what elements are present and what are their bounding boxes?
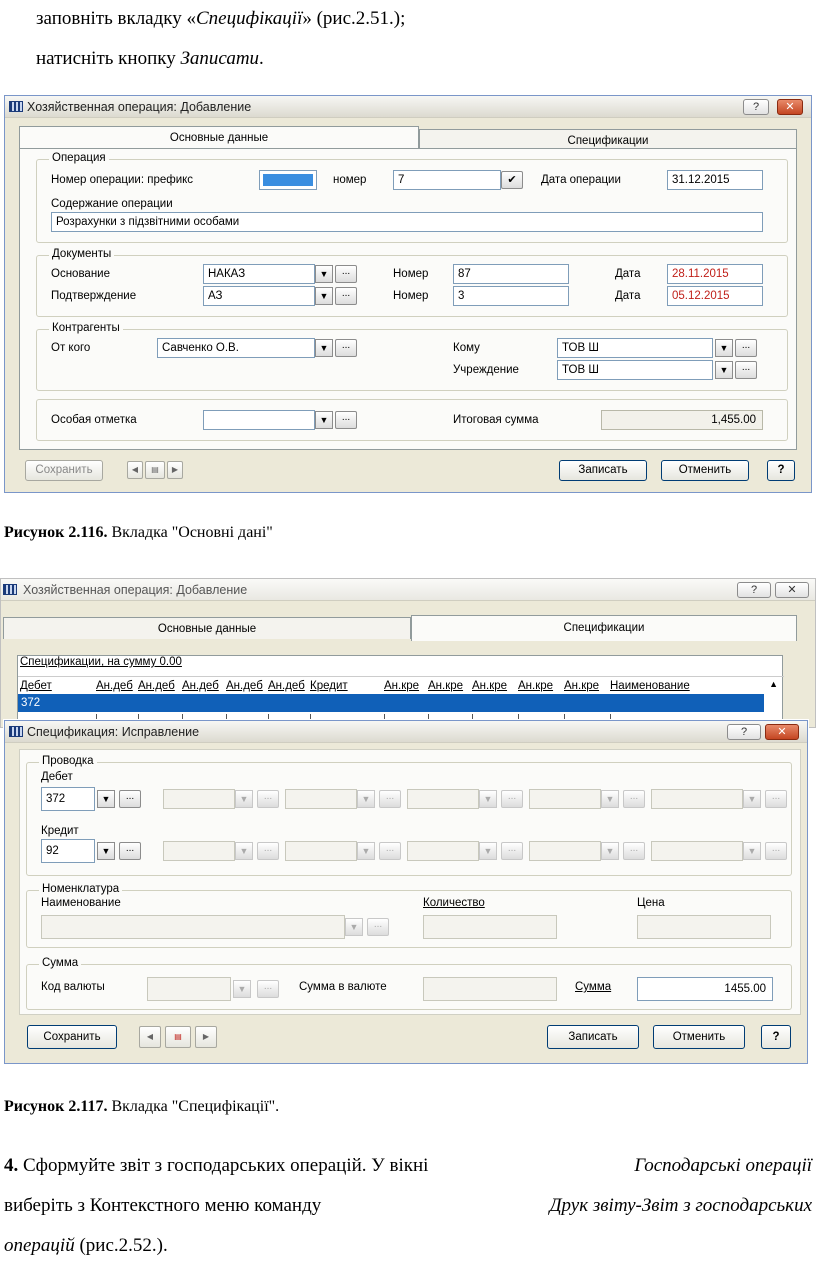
basis-number-label: Номер — [393, 268, 429, 280]
special-select-button[interactable]: ... — [335, 411, 357, 429]
intro-italic: Записати — [180, 48, 260, 69]
total-field: 1,455.00 — [601, 410, 763, 430]
chevron-down-icon[interactable]: ▼ — [315, 265, 333, 283]
confirm-select-button[interactable]: ... — [335, 287, 357, 305]
number-label: Номер операции: префикс — [51, 174, 194, 186]
credit-field[interactable]: 92 — [41, 839, 95, 863]
outro-line-1 — [4, 1155, 812, 1177]
col-an-deb-5[interactable]: Ан.деб — [268, 680, 305, 692]
spec-summary: Спецификации, на сумму 0.00 — [20, 656, 182, 668]
group-label: Операция — [49, 152, 109, 164]
outro-text-pre: виберіть з Контекстного меню команду — [4, 1195, 322, 1216]
select-button: ... — [257, 790, 279, 808]
select-button: ... — [379, 790, 401, 808]
outro-italic: операцій — [4, 1235, 75, 1256]
select-button: ... — [257, 980, 279, 998]
intro-text: . — [259, 48, 264, 69]
basis-date-label: Дата — [615, 268, 641, 280]
select-button: ... — [765, 842, 787, 860]
confirm-date-field[interactable]: 05.12.2015 — [667, 286, 763, 306]
special-group — [36, 399, 788, 441]
help-title-button[interactable]: ? — [727, 724, 761, 740]
sum-currency-label: Сумма в валюте — [299, 981, 387, 993]
basis-number-field[interactable]: 87 — [453, 264, 569, 284]
figure-caption-2 — [4, 1098, 279, 1116]
operation-group — [36, 152, 788, 243]
chevron-down-icon: ▼ — [233, 980, 251, 998]
tab-main-data[interactable]: Основные данные — [19, 126, 419, 148]
intro-text: натисніть кнопку — [36, 48, 181, 69]
dialog-title: Спецификация: Исправление — [27, 724, 200, 739]
debit-select-button[interactable]: ... — [119, 790, 141, 808]
to-field[interactable]: ТОВ Ш — [557, 338, 713, 358]
debit-field[interactable]: 372 — [41, 787, 95, 811]
confirm-date-label: Дата — [615, 290, 641, 302]
intro-line-2 — [36, 48, 264, 70]
institution-field[interactable]: ТОВ Ш — [557, 360, 713, 380]
content-field[interactable]: Розрахунки з підзвітними особами — [51, 212, 763, 232]
special-field[interactable] — [203, 410, 315, 430]
credit-analytics-3 — [407, 841, 479, 861]
chevron-down-icon: ▼ — [235, 842, 253, 860]
date-field[interactable]: 31.12.2015 — [667, 170, 763, 190]
col-credit[interactable]: Кредит — [310, 680, 348, 692]
total-label: Итоговая сумма — [453, 414, 539, 426]
chevron-down-icon[interactable]: ▼ — [715, 361, 733, 379]
group-label: Сумма — [39, 957, 81, 969]
chevron-down-icon: ▼ — [479, 842, 497, 860]
confirm-number-field[interactable]: 3 — [453, 286, 569, 306]
col-an-kre-5[interactable]: Ан.кре — [564, 680, 600, 692]
group-label: Контрагенты — [49, 322, 123, 334]
col-an-kre-3[interactable]: Ан.кре — [472, 680, 508, 692]
confirm-field[interactable]: АЗ — [203, 286, 315, 306]
sum-currency-field — [423, 977, 557, 1001]
new-record-icon[interactable]: ▤ — [145, 461, 165, 479]
nomenclature-group — [26, 883, 792, 948]
number-sublabel: номер — [333, 174, 367, 186]
special-label: Особая отметка — [51, 414, 137, 426]
institution-select-button[interactable]: ... — [735, 361, 757, 379]
main-data-panel — [19, 148, 797, 450]
name-field — [41, 915, 345, 939]
caption-number: Рисунок 2.117. — [4, 1098, 108, 1115]
col-an-kre-2[interactable]: Ан.кре — [428, 680, 464, 692]
chevron-down-icon: ▼ — [601, 790, 619, 808]
spec-panel — [19, 749, 801, 1015]
col-an-deb-3[interactable]: Ан.деб — [182, 680, 219, 692]
tab-main-data[interactable]: Основные данные — [3, 617, 411, 639]
select-button: ... — [379, 842, 401, 860]
name-label: Наименование — [41, 897, 121, 909]
chevron-down-icon[interactable]: ▼ — [315, 339, 333, 357]
intro-text: заповніть вкладку « — [36, 8, 196, 29]
col-an-deb-2[interactable]: Ан.деб — [138, 680, 175, 692]
institution-label: Учреждение — [453, 364, 519, 376]
chevron-down-icon: ▼ — [345, 918, 363, 936]
group-label: Документы — [49, 248, 114, 260]
select-button: ... — [501, 842, 523, 860]
select-button: ... — [367, 918, 389, 936]
chevron-down-icon: ▼ — [235, 790, 253, 808]
col-an-kre-1[interactable]: Ан.кре — [384, 680, 420, 692]
close-button[interactable]: ✕ — [777, 99, 803, 115]
col-an-deb-1[interactable]: Ан.деб — [96, 680, 133, 692]
select-button: ... — [257, 842, 279, 860]
scroll-up-icon[interactable]: ▲ — [769, 679, 778, 689]
dialog-titlebar — [1, 579, 815, 601]
intro-line-1 — [36, 8, 405, 30]
app-icon — [9, 726, 23, 737]
debit-analytics-1 — [163, 789, 235, 809]
select-button: ... — [501, 790, 523, 808]
from-label: От кого — [51, 342, 91, 354]
write-button[interactable]: Записать — [559, 460, 647, 481]
operation-dialog — [4, 95, 812, 493]
outro-line-2 — [4, 1195, 812, 1217]
quantity-field — [423, 915, 557, 939]
dialog-titlebar — [5, 96, 811, 118]
chevron-down-icon[interactable]: ▼ — [315, 411, 333, 429]
prefix-field[interactable] — [259, 170, 317, 190]
intro-text: » (рис.2.51.); — [302, 8, 406, 29]
chevron-down-icon: ▼ — [743, 790, 761, 808]
close-button[interactable]: ✕ — [765, 724, 799, 740]
number-field[interactable]: 7 — [393, 170, 501, 190]
chevron-down-icon: ▼ — [743, 842, 761, 860]
from-field[interactable]: Савченко О.В. — [157, 338, 315, 358]
specification-edit-dialog — [4, 720, 808, 1064]
basis-date-field[interactable]: 28.11.2015 — [667, 264, 763, 284]
figure-caption-1 — [4, 524, 273, 542]
next-icon[interactable]: ▶ — [167, 461, 183, 479]
chevron-down-icon: ▼ — [357, 790, 375, 808]
confirm-number-label: Номер — [393, 290, 429, 302]
dialog-title: Хозяйственная операция: Добавление — [23, 582, 248, 597]
basis-label: Основание — [51, 268, 110, 280]
outro-text — [4, 1155, 428, 1177]
chevron-down-icon[interactable]: ▼ — [97, 842, 115, 860]
debit-label: Дебет — [41, 771, 73, 783]
next-icon[interactable]: ▶ — [195, 1026, 217, 1048]
currency-label: Код валюты — [41, 981, 105, 993]
caption-text: Вкладка "Основні дані" — [107, 524, 273, 541]
outro-italic: Друк звіту-Звіт з господарських — [549, 1195, 812, 1216]
select-button: ... — [765, 790, 787, 808]
select-button: ... — [623, 790, 645, 808]
quantity-label: Количество — [423, 897, 485, 909]
intro-italic: Специфікації — [196, 8, 303, 29]
chevron-down-icon[interactable]: ▼ — [97, 790, 115, 808]
tab-specifications[interactable]: Спецификации — [411, 615, 797, 641]
credit-analytics-5 — [651, 841, 743, 861]
tab-specifications[interactable]: Спецификации — [419, 129, 797, 151]
price-label: Цена — [637, 897, 665, 909]
credit-analytics-2 — [285, 841, 357, 861]
credit-analytics-4 — [529, 841, 601, 861]
dialog-title: Хозяйственная операция: Добавление — [27, 99, 252, 114]
currency-field — [147, 977, 231, 1001]
col-debit[interactable]: Дебет — [20, 680, 52, 692]
step-number: 4. — [4, 1155, 19, 1176]
caption-number: Рисунок 2.116. — [4, 524, 108, 541]
outro-text-pre: Сформуйте звіт з господарських операцій. У вікні — [18, 1155, 429, 1176]
chevron-down-icon: ▼ — [357, 842, 375, 860]
from-select-button[interactable]: ... — [335, 339, 357, 357]
help-title-button[interactable]: ? — [737, 582, 771, 598]
new-record-icon[interactable]: ▤ — [165, 1026, 191, 1048]
to-select-button[interactable]: ... — [735, 339, 757, 357]
write-button[interactable]: Записать — [547, 1025, 639, 1049]
app-icon — [3, 584, 17, 595]
caption-text: Вкладка "Специфікації". — [107, 1098, 280, 1115]
debit-analytics-3 — [407, 789, 479, 809]
credit-select-button[interactable]: ... — [119, 842, 141, 860]
date-label: Дата операции — [541, 174, 621, 186]
sum-group — [26, 957, 792, 1010]
outro-line-3 — [4, 1235, 168, 1257]
help-button[interactable]: ? — [767, 460, 795, 481]
prev-icon[interactable]: ◀ — [127, 461, 143, 479]
sum-field[interactable]: 1455.00 — [637, 977, 773, 1001]
chevron-down-icon: ▼ — [479, 790, 497, 808]
spec-header — [18, 676, 784, 694]
chevron-down-icon[interactable]: ▼ — [315, 287, 333, 305]
outro-text-post: (рис.2.52.). — [74, 1235, 168, 1256]
help-button[interactable]: ? — [761, 1025, 791, 1049]
to-label: Кому — [453, 342, 480, 354]
debit-analytics-4 — [529, 789, 601, 809]
posting-group — [26, 755, 792, 876]
save-button[interactable]: Сохранить — [25, 460, 103, 481]
confirm-label: Подтверждение — [51, 290, 137, 302]
app-icon — [9, 101, 23, 112]
dialog-titlebar — [5, 721, 807, 743]
prev-icon[interactable]: ◀ — [139, 1026, 161, 1048]
credit-analytics-1 — [163, 841, 235, 861]
content-label: Содержание операции — [51, 198, 173, 210]
cancel-button[interactable]: Отменить — [661, 460, 749, 481]
table-row[interactable]: 372 — [18, 694, 764, 712]
operation-dialog-specs — [0, 578, 816, 728]
basis-select-button[interactable]: ... — [335, 265, 357, 283]
sum-label: Сумма — [575, 981, 612, 993]
price-field — [637, 915, 771, 939]
col-an-kre-4[interactable]: Ан.кре — [518, 680, 554, 692]
select-button: ... — [623, 842, 645, 860]
number-check-button[interactable]: ✔ — [501, 171, 523, 189]
outro-italic: Господарські операції — [634, 1155, 812, 1176]
cancel-button[interactable]: Отменить — [653, 1025, 745, 1049]
specifications-grid — [17, 655, 783, 729]
chevron-down-icon: ▼ — [601, 842, 619, 860]
debit-analytics-2 — [285, 789, 357, 809]
col-an-deb-4[interactable]: Ан.деб — [226, 680, 263, 692]
close-button[interactable]: ✕ — [775, 582, 809, 598]
prefix-fill — [263, 174, 313, 186]
basis-field[interactable]: НАКАЗ — [203, 264, 315, 284]
help-title-button[interactable]: ? — [743, 99, 769, 115]
credit-label: Кредит — [41, 825, 79, 837]
save-button[interactable]: Сохранить — [27, 1025, 117, 1049]
group-label: Проводка — [39, 755, 97, 767]
col-name[interactable]: Наименование — [610, 680, 690, 692]
documents-group — [36, 248, 788, 317]
chevron-down-icon[interactable]: ▼ — [715, 339, 733, 357]
counterparties-group — [36, 322, 788, 391]
debit-analytics-5 — [651, 789, 743, 809]
group-label: Номенклатура — [39, 883, 122, 895]
